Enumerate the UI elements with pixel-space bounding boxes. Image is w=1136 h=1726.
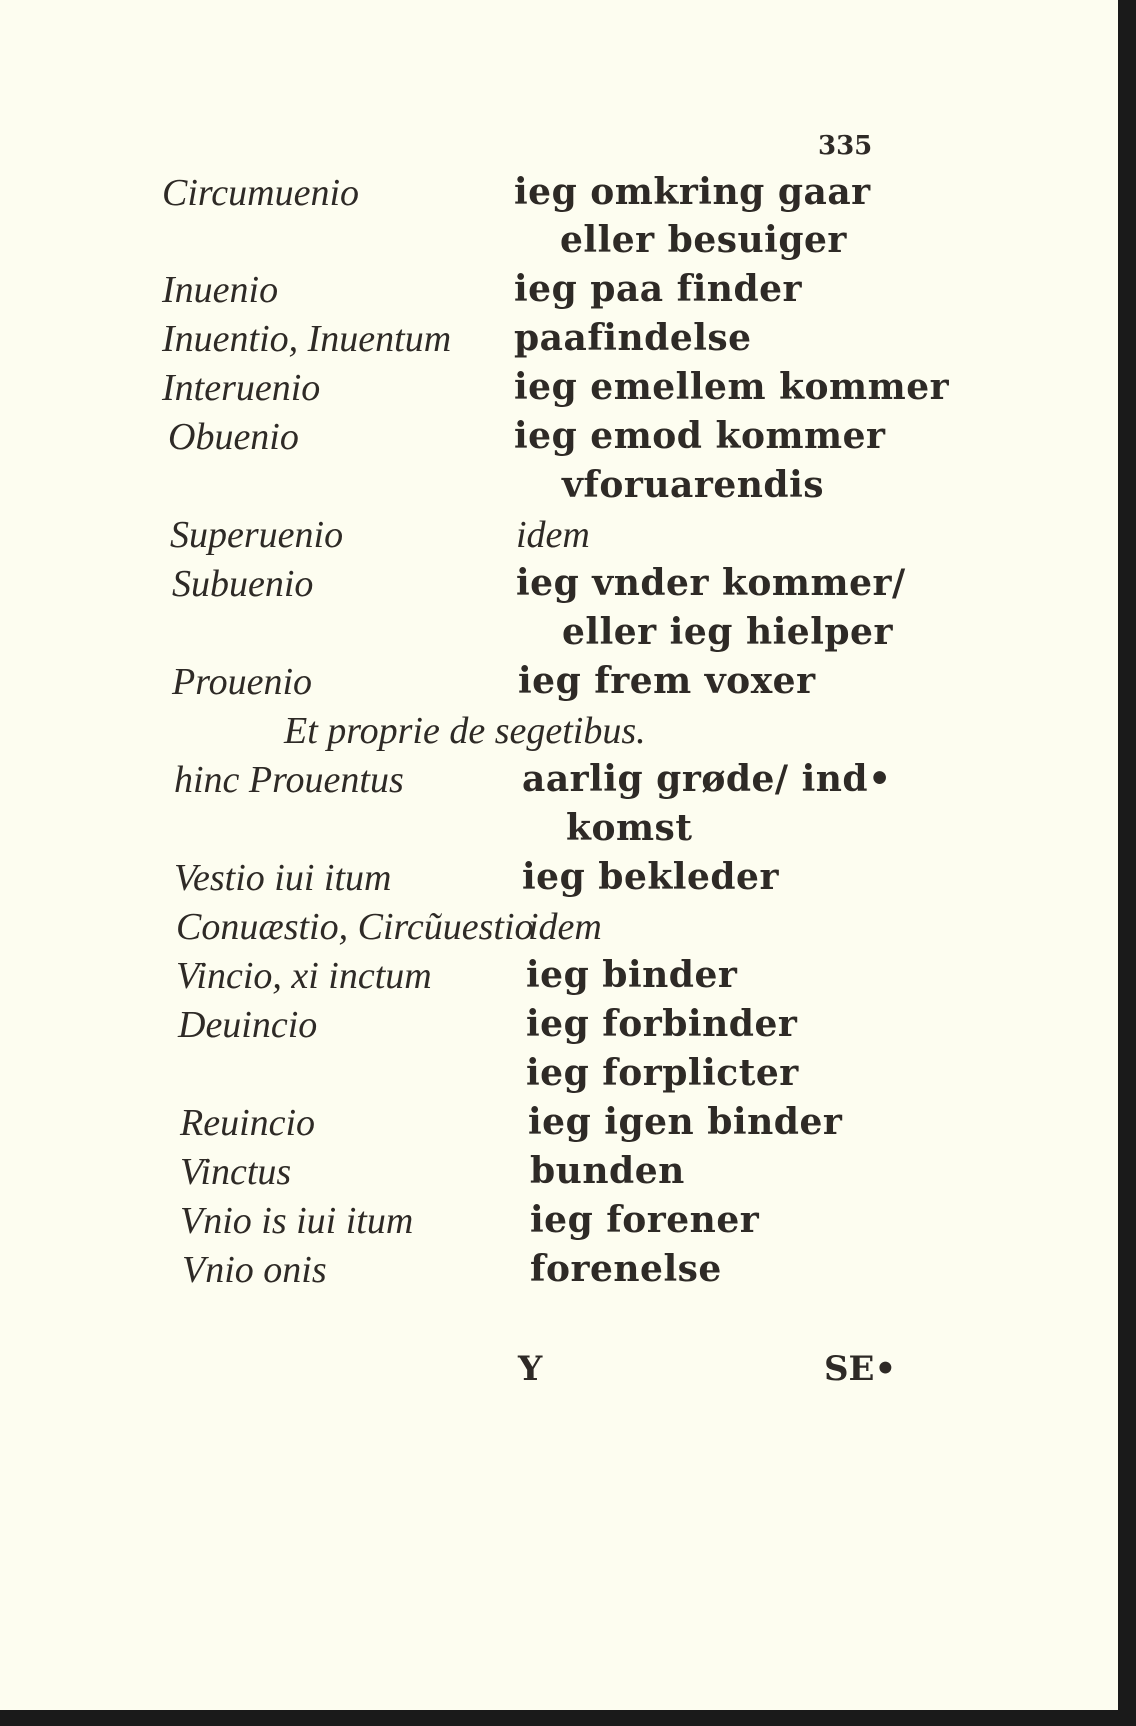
- latin-term: Vinctus: [180, 1151, 292, 1193]
- latin-term: Prouenio: [172, 661, 313, 703]
- danish-gloss: ieg forener: [530, 1199, 760, 1241]
- danish-gloss-continuation: vforuarendis: [562, 464, 825, 506]
- latin-term: Superuenio: [170, 514, 344, 556]
- danish-gloss: idem: [516, 514, 590, 556]
- danish-gloss-continuation: eller besuiger: [560, 219, 847, 261]
- latin-term: Deuincio: [178, 1004, 318, 1046]
- latin-term: Interuenio: [162, 367, 321, 409]
- danish-gloss: ieg igen binder: [528, 1101, 843, 1143]
- scan-edge-corner: [0, 1712, 8, 1726]
- latin-term: Obuenio: [168, 416, 299, 458]
- latin-term: Vnio is iui itum: [180, 1200, 414, 1242]
- latin-term: Vnio onis: [182, 1249, 327, 1291]
- danish-gloss: ieg emod kommer: [514, 415, 886, 457]
- danish-gloss: ieg binder: [526, 954, 738, 996]
- danish-gloss-continuation: ieg forplicter: [526, 1052, 799, 1094]
- latin-term: Inuentio, Inuentum: [162, 318, 452, 360]
- latin-term: Subuenio: [172, 563, 314, 605]
- danish-gloss: paafindelse: [514, 317, 752, 359]
- danish-gloss: ieg emellem kommer: [514, 366, 950, 408]
- page-number: 335: [818, 131, 873, 161]
- scan-edge-right: [1118, 0, 1136, 1726]
- danish-gloss: ieg frem voxer: [518, 660, 816, 702]
- danish-gloss: idem: [528, 906, 602, 948]
- latin-term: Reuincio: [180, 1102, 316, 1144]
- latin-term: Vincio, xi inctum: [176, 955, 432, 997]
- danish-gloss: ieg bekleder: [522, 856, 779, 898]
- latin-note: Et proprie de segetibus.: [284, 710, 646, 752]
- danish-gloss: bunden: [530, 1150, 685, 1192]
- danish-gloss-continuation: komst: [566, 807, 693, 849]
- danish-gloss: ieg vnder kommer/: [516, 562, 906, 604]
- danish-gloss-continuation: eller ieg hielper: [562, 611, 893, 653]
- latin-term: hinc Prouentus: [174, 759, 404, 801]
- danish-gloss: forenelse: [530, 1248, 722, 1290]
- danish-gloss: ieg forbinder: [526, 1003, 798, 1045]
- signature-mark: Y: [518, 1349, 543, 1389]
- danish-gloss: ieg paa finder: [514, 268, 803, 310]
- latin-term: Conuæstio, Circũuestio: [176, 906, 534, 948]
- catchword: SE•: [824, 1349, 897, 1389]
- danish-gloss: aarlig grøde/ ind•: [522, 758, 892, 800]
- latin-term: Vestio iui itum: [174, 857, 392, 899]
- scan-edge-bottom: [0, 1710, 1118, 1726]
- latin-term: Inuenio: [162, 269, 279, 311]
- latin-term: Circumuenio: [162, 172, 360, 214]
- danish-gloss: ieg omkring gaar: [514, 171, 871, 213]
